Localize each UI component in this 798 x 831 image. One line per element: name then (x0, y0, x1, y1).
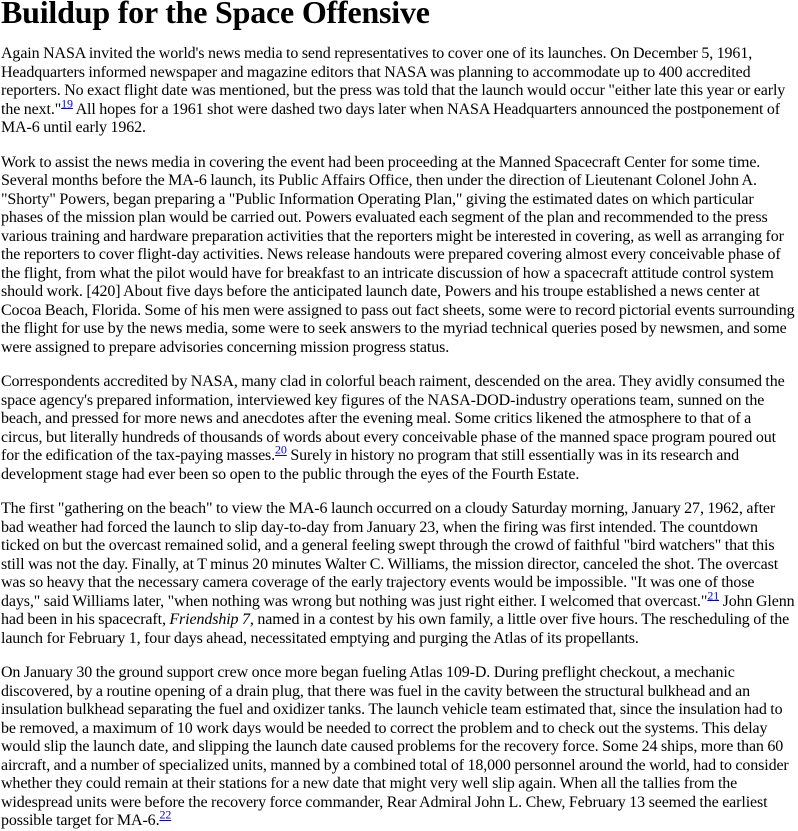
paragraph-2 (1, 154, 796, 358)
page-title: Buildup for the Space Offensive (1, 0, 430, 30)
paragraph-text: The first "gathering on the beach" to view the MA-6 launch occurred on a cloudy Saturday morning, January 27, 1962, after bad weather had forced the launch to slip day-to-day from January 23, when the firing was first intended. The countdown ticked on but the overcast remained solid, and a general feeling swept through the crowd of faithful "bird watchers" that this still was not the day. Finally, at T minus 20 minutes Walter C. Williams, the mission director, canceled the shot. The overcast was so heavy that the necessary camera coverage of the early trajectory events would be impossible. "It was one of those days," said Williams later, "when nothing was wrong but nothing was just right either. I welcomed that overcast." (1, 500, 779, 610)
paragraph-3 (1, 373, 796, 484)
paragraph-text: , named in a contest by his own family, a little over five hours. The rescheduling of the launch for February 1, four days ahead, necessitated emptying and purging the Atlas of its propellants. (1, 611, 790, 647)
footnote-link-20[interactable]: 20 (275, 442, 287, 457)
footnote-link-19[interactable]: 19 (61, 96, 73, 111)
paragraph-text: On January 30 the ground support crew once more began fueling Atlas 109-D. During preflight checkout, a mechanic discovered, by a routine opening of a drain plug, that there was fuel in the cavity between the structural bulkhead and an insulation bulkhead separating the fuel and oxidizer tanks. The launch vehicle team estimated that, since the insulation had to be removed, a maximum of 10 work days would be needed to correct the problem and to check out the systems. This delay would slip the launch date, and slipping the launch date caused problems for the recovery force. Some 24 ships, more than 60 aircraft, and a number of specialized units, manned by a combined total of 18,000 personnel around the world, had to consider whether they could remain at their stations for a new date that might very well slip again. When all the tallies from the widespread units were before the recovery force commander, Rear Admiral John L. Chew, February 13 seemed the earliest possible target for MA-6. (1, 664, 789, 829)
paragraph-4 (1, 500, 796, 648)
paragraph-text: Work to assist the news media in covering the event had been proceeding at the Manned Spacecraft Center for some time. Several months before the MA-6 launch, its Public Affairs Office, then under the direction of Lieutenant Colonel John A. "Shorty" Powers, began preparing a "Public Information Operating Plan," giving the estimated dates on which particular phases of the mission plan would be carried out. Powers evaluated each segment of the plan and recommended to the press various training and hardware preparation activities that the reporters might be interested in covering, as well as arranging for the reporters to cover flight-day activities. News release handouts were prepared covering almost every conceivable phase of the flight, from what the pilot would have for breakfast to an intricate discussion of how a spacecraft attitude control system should work. [420] About five days before the anticipated launch date, Powers and his troupe established a news center at Cocoa Beach, Florida. Some of his men were assigned to pass out fact sheets, some were to record pictorial events surrounding the flight for use by the news media, some were to seek answers to the myriad technical queries posed by newsmen, and some were assigned to prepare advisories concerning mission progress status. (1, 153, 795, 356)
spacecraft-name: Friendship 7 (169, 611, 250, 628)
footnote-link-21[interactable]: 21 (707, 588, 720, 603)
paragraph-text: All hopes for a 1961 shot were dashed two days later when NASA Headquarters announced the postponement of MA-6 until early 1962. (1, 100, 780, 136)
paragraph-5 (1, 664, 796, 831)
paragraph-text: Surely in history no program that still essentially was in its research and development stage had ever been so open to the public through the eyes of the Fourth Estate. (1, 447, 740, 483)
footnote-link-22[interactable]: 22 (159, 807, 172, 822)
paragraph-text: Correspondents accredited by NASA, many clad in colorful beach raiment, descended on the area. They avidly consumed the space agency's prepared information, interviewed key figures of the NASA-DOD-industry operations team, sunned on the beach, and pressed for more news and anecdotes after the evening meal. Some critics likened the atmosphere to that of a circus, but literally hundreds of thousands of words about every conceivable phase of the manned space program poured out for the edification of the tax-paying masses. (1, 373, 785, 464)
paragraph-text: Again NASA invited the world's news media to send representatives to cover one of its launches. On December 5, 1961, Headquarters informed newspaper and magazine editors that NASA was planning to accommodate up to 400 accredited reporters. No exact flight date was mentioned, but the press was told that the launch would occur "either late this year or early the next." (1, 45, 786, 118)
paragraph-text: John Glenn had been in his spacecraft, (1, 592, 795, 628)
paragraph-1 (1, 45, 796, 138)
